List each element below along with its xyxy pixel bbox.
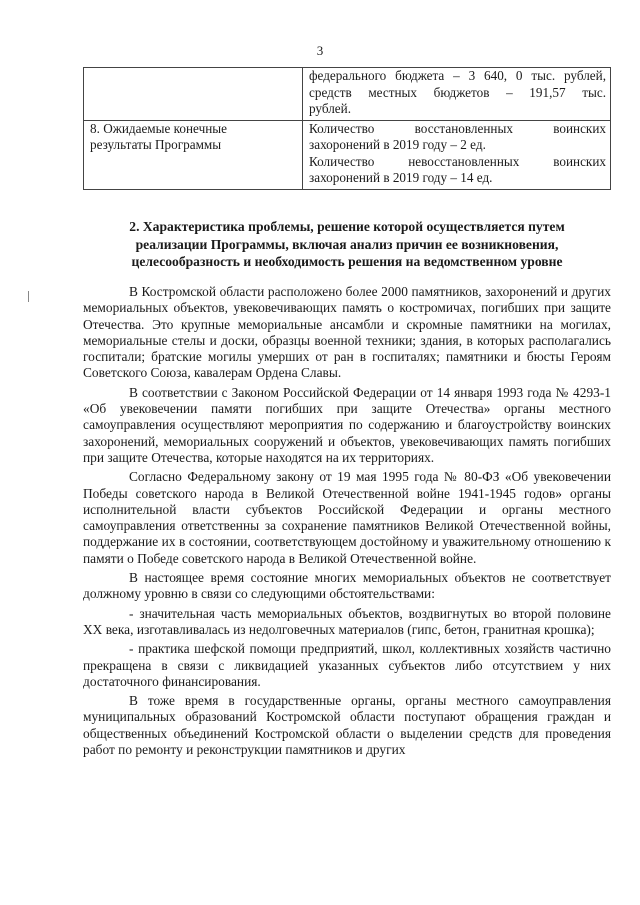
page-number: 3 bbox=[316, 43, 324, 58]
paragraph: Согласно Федеральному закону от 19 мая 1995 года № 80-ФЗ «Об увековечении Победы советского народа в Великой Отечественной войне 1941-1945 годов» органы исполнительной власти субъектов Российской Федерации и органы местного самоуправления ответственны за сохранение памятников Великой Отечественной войны, поддержание их в состоянии, соответствующем достойному и уважительному отношению к памяти о Победе советского народа в Великой Отечественной войне. bbox=[83, 469, 611, 566]
heading-line-2: реализации Программы, включая анализ причин ее возникновения, bbox=[135, 236, 559, 252]
results-line-1: Количество восстановленных воинских bbox=[309, 120, 606, 136]
paragraph: В Костромской области расположено более 2000 памятников, захоронений и других мемориальных объектов, увековечивающих память о костромичах, погибших при защите Отечества. Это крупные мемориальные ансамбли и скромные памятники на могилах, мемориальные стелы и доски, образцы военной техники; здания, в которых располагались госпитали; братские могилы умерших от ран в госпиталях; памятники и бюсты Героям Советского Союза, кавалерам Ордена Славы. bbox=[83, 284, 611, 381]
results-line-2: захоронений в 2019 году – 2 ед. bbox=[309, 137, 486, 152]
table-cell-results-value bbox=[303, 120, 611, 189]
heading-line-1: 2. Характеристика проблемы, решение которой осуществляется путем bbox=[129, 219, 565, 234]
table-cell-results-label bbox=[84, 120, 303, 189]
heading-line-3: целесообразность и необходимость решения на ведомственном уровне bbox=[131, 254, 563, 269]
table-row-funding bbox=[84, 68, 611, 121]
funding-line-3: рублей. bbox=[309, 101, 352, 116]
paragraph: В тоже время в государственные органы, органы местного самоуправления муниципальных образований Костромской области поступают обращения граждан и общественных объединений Костромской области о выделении средств для проведения работ по ремонту и реконструкции памятников и других bbox=[83, 693, 611, 758]
table-cell-left-empty bbox=[84, 68, 303, 121]
section-heading bbox=[83, 218, 611, 271]
list-item: - практика шефской помощи предприятий, школ, коллективных хозяйств частично прекращена в связи с ликвидацией указанных субъектов либо отсутствием у них достаточного финансирования. bbox=[83, 641, 611, 689]
section-body bbox=[83, 284, 611, 761]
funding-line-2: средств местных бюджетов – 191,57 тыс. bbox=[309, 84, 606, 100]
margin-mark bbox=[28, 291, 29, 302]
paragraph: В настоящее время состояние многих мемориальных объектов не соответствует должному уровню в связи со следующими обстоятельствами: bbox=[83, 570, 611, 602]
table-row-results bbox=[84, 120, 611, 189]
results-label-line-2: результаты Программы bbox=[90, 137, 222, 152]
table-cell-funding bbox=[303, 68, 611, 121]
paragraph: В соответствии с Законом Российской Федерации от 14 января 1993 года № 4293-1 «Об увековечении памяти погибших при защите Отечества» органы местного самоуправления осуществляют мероприятия по содержанию и благоустройству воинских захоронений, мемориальных сооружений и объектов, увековечивающих память погибших при защите Отечества, которые находятся на их территориях. bbox=[83, 384, 611, 465]
funding-line-1: федерального бюджета – 3 640, 0 тыс. рублей, bbox=[309, 68, 606, 83]
program-passport-table bbox=[83, 67, 611, 190]
results-line-4: захоронений в 2019 году – 14 ед. bbox=[309, 170, 493, 185]
results-label-line-1: 8. Ожидаемые конечные bbox=[90, 120, 227, 136]
list-item: - значительная часть мемориальных объектов, воздвигнутых во второй половине XX века, изготавливалась из недолговечных материалов (гипс, бетон, гранитная крошка); bbox=[83, 605, 611, 637]
results-line-3: Количество невосстановленных воинских bbox=[309, 153, 606, 169]
